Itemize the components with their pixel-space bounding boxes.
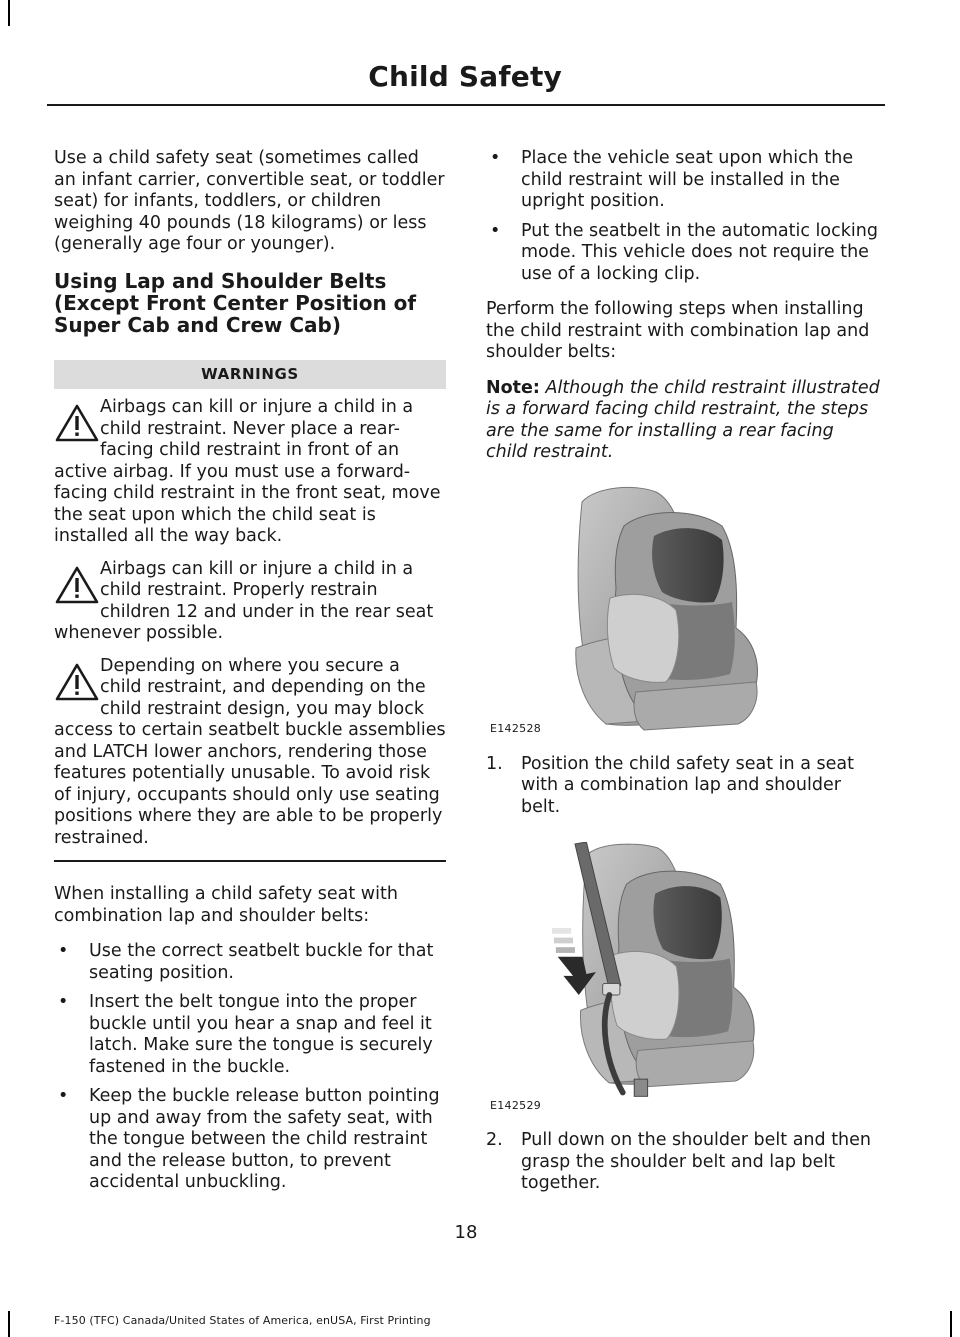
note-text: Although the child restraint illustrated is a forward facing child restraint, the steps are the same for installing a rear facing child restraint.: [486, 377, 880, 462]
step-text: Pull down on the shoulder belt and then grasp the shoulder belt and lap belt together.: [521, 1130, 872, 1193]
steps-list-1: [486, 754, 880, 819]
list-item: • Put the seatbelt in the automatic locking mode. This vehicle does not require the use of a locking clip.: [486, 221, 880, 286]
warning-triangle-icon: [54, 403, 100, 443]
install-intro: When installing a child safety seat with combination lap and shoulder belts:: [54, 884, 398, 926]
step-number: 2.: [486, 1130, 503, 1150]
crop-mark: [950, 1311, 952, 1337]
page-title: Child Safety: [368, 60, 562, 93]
step-number: 1.: [486, 753, 503, 774]
right-column: [486, 148, 880, 1195]
crop-mark: [8, 1311, 10, 1337]
list-item: • Insert the belt tongue into the proper buckle until you hear a snap and feel it latch. Make sure the tongue is securely fastened in the buckle.: [54, 992, 446, 1078]
warnings-header: WARNINGS: [54, 360, 446, 390]
left-column: [54, 148, 446, 1208]
figure-code: E142529: [490, 1098, 542, 1112]
warning-text: Airbags can kill or injure a child in a child restraint. Never place a rear-facing child restraint in front of an active airbag. If you must use a forward-facing child restraint in the front seat, move the seat upon which the child seat is installed all the way back.: [54, 397, 441, 546]
warning-item: [54, 559, 446, 645]
section-heading: Using Lap and Shoulder Belts (Except Front Center Position of Super Cab and Crew Cab): [54, 268, 417, 337]
crop-mark: [8, 0, 10, 26]
footer-text: F-150 (TFC) Canada/United States of America, enUSA, First Printing: [54, 1314, 431, 1327]
prep-bullets: [486, 148, 880, 285]
figure-seat-belt-pull: [486, 842, 880, 1116]
page-number: 18: [454, 1222, 478, 1243]
warning-triangle-icon: [54, 662, 100, 702]
step-item: [486, 754, 880, 819]
step-item: [486, 1130, 880, 1195]
child-seat-belt-pull-illustration: [486, 842, 880, 1104]
list-item: • Use the correct seatbelt buckle for that seating position.: [54, 941, 446, 984]
note: [486, 378, 880, 464]
list-item: • Keep the buckle release button pointing up and away from the safety seat, with the tongue between the child restraint and the release button, to prevent accidental unbuckling.: [54, 1086, 446, 1194]
list-item: • Place the vehicle seat upon which the child restraint will be installed in the upright position.: [486, 148, 880, 213]
warning-item: [54, 397, 446, 548]
steps-intro: Perform the following steps when installing the child restraint with combination lap and shoulder belts:: [486, 299, 870, 362]
figure-child-seat: [486, 478, 880, 740]
warning-item: [54, 656, 446, 850]
install-bullets: [54, 941, 446, 1194]
header-rule: [47, 104, 885, 106]
warning-triangle-icon: [54, 565, 100, 605]
step-text: Position the child safety seat in a seat with a combination lap and shoulder belt.: [521, 753, 854, 817]
warning-text: Depending on where you secure a child restraint, and depending on the child restraint design, you may block access to certain seatbelt buckle assemblies and LATCH lower anchors, rendering those features potentially unusable. To avoid risk of injury, occupants should only use seating positions where they are able to be properly restrained.: [54, 655, 446, 848]
warning-text: Airbags can kill or injure a child in a child restraint. Properly restrain children 12 and under in the rear seat whenever possible.: [54, 558, 434, 643]
warnings-end-rule: [54, 860, 446, 862]
note-label: Note:: [486, 377, 540, 398]
intro-paragraph: Use a child safety seat (sometimes called an infant carrier, convertible seat, or toddler seat) for infants, toddlers, or children weighing 40 pounds (18 kilograms) or less (generally age four or younger).: [54, 148, 445, 254]
child-seat-illustration: [486, 478, 880, 740]
figure-code: E142528: [490, 722, 542, 735]
steps-list-2: [486, 1130, 880, 1195]
